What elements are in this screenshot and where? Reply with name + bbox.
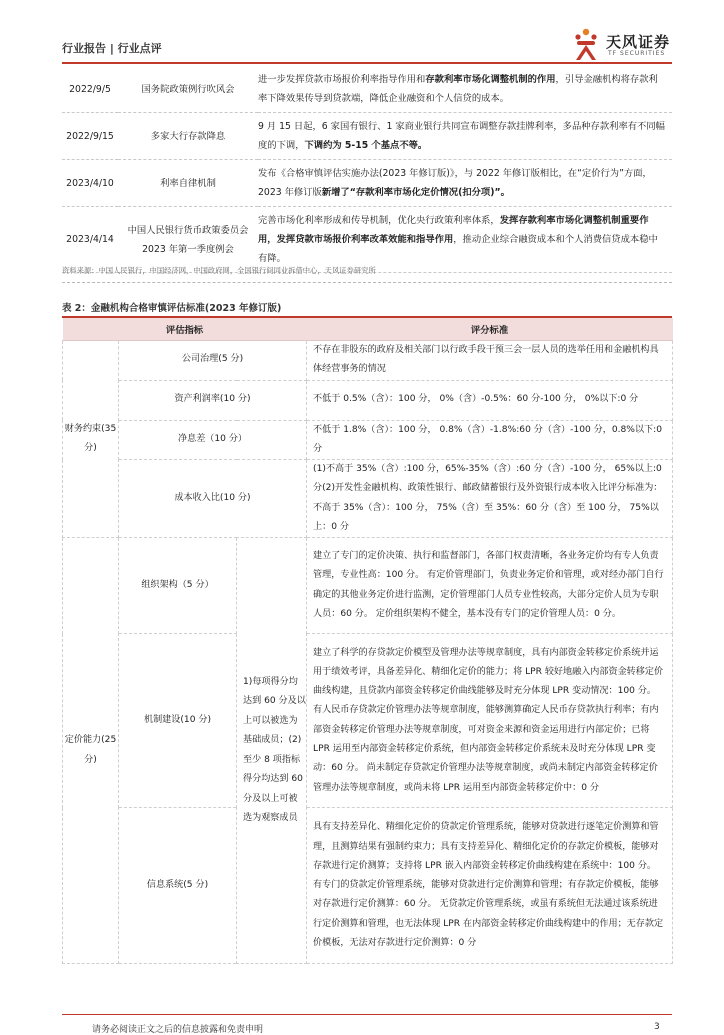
description-text: 发布《合格审慎评估实施办法(2023 年修订版)》，与 2022 年修订版相比，在“定价行为”方面，2023 年修订版 [258, 168, 652, 198]
highlight-text: 发挥存款利率市场化调整机制重要作用，发挥贷款市场报价利率改革效能和指导作用 [258, 215, 649, 245]
policy-description [258, 113, 672, 160]
policy-event: 多家大行存款降息 [118, 113, 258, 160]
policy-date: 2023/4/14 [62, 207, 118, 273]
policy-date: 2022/9/15 [62, 113, 118, 160]
source-note: 资料来源：中国人民银行，中国经济网，中国政府网，全国银行间同业拆借中心，天风证券研究所 [62, 266, 376, 275]
indicator-mechanism: 机制建设(10 分) [119, 634, 237, 808]
standard-info-system: 具有支持差异化、精细化定价的贷款定价管理系统，能够对贷款进行逐笔定价测算和管理，且测算结果有强制约束力；具有支持差异化、精细化定价的存款定价模板，能够对存款进行定价测算；支持将 LPR 嵌入内部资金转移定价曲线构建在系统中：100 分。 有专门的贷款定价管理系统，能够对贷款进行定价测算和管理；有存款定价模板，能够对存款进行定价测算：60 分。 无贷款定价管理系统，或虽有系统但无法通过该系统进行定价测算和管理，也无法体现 LPR 在内部资金转移定价曲线构建中的作用；无存款定价模板，无法对存款进行定价测算：0 分 [307, 808, 673, 964]
description-text: 完善市场化利率形成和传导机制，优化央行政策利率体系， [258, 215, 500, 226]
indicator-info-system: 信息系统(5 分) [119, 808, 237, 964]
header-standard: 评分标准 [307, 318, 673, 340]
logo-text-en: TF SECURITIES [608, 50, 666, 57]
description-text: ，引导金融机构将存款利率下降效果传导到贷款端，降低企业融资和个人信贷的成本。 [258, 74, 658, 104]
policy-date: 2023/4/10 [62, 160, 118, 207]
category-finance: 财务约束(35 分) [63, 340, 119, 538]
company-logo [568, 26, 678, 64]
table-row [62, 160, 672, 207]
indicator-cost-income: 成本收入比(10 分) [119, 460, 307, 538]
standard-roa: 不低于 0.5%（含）：100 分， 0%（含）-0.5%：60 分-100 分， 0%以下:0 分 [307, 380, 673, 420]
table-row [63, 634, 673, 808]
policy-description [258, 207, 672, 273]
table-row [62, 207, 672, 273]
table-row [63, 460, 673, 538]
description-text: ，推动企业综合融资成本和个人消费信贷成本稳中有降。 [258, 234, 658, 264]
policy-date: 2022/9/5 [62, 66, 118, 113]
policy-event: 国务院政策例行吹风会 [118, 66, 258, 113]
header-indicator: 评估指标 [63, 318, 307, 340]
policy-timeline-table [62, 66, 672, 273]
indicator-governance: 公司治理(5 分) [119, 340, 307, 380]
category-pricing: 定价能力(25 分) [63, 538, 119, 964]
policy-description [258, 66, 672, 113]
description-text: 9 月 15 日起，6 家国有银行、1 家商业银行共同宣布调整存款挂牌利率，多品种存款利率有不同幅度的下调， [258, 121, 665, 151]
header-divider [62, 62, 672, 64]
table2-caption: 表 2：金融机构合格审慎评估标准(2023 年修订版) [62, 303, 282, 314]
standard-nim: 不低于 1.8%（含）：100 分， 0.8%（含）-1.8%:60 分（含）-100 分，0.8%以下:0 分 [307, 420, 673, 460]
table-row [63, 380, 673, 420]
page-number: 3 [654, 1022, 660, 1032]
table-row [63, 340, 673, 380]
report-category: 行业报告 | 行业点评 [62, 42, 162, 55]
disclaimer-link[interactable]: 请务必阅读正文之后的信息披露和免责申明 [92, 1025, 264, 1035]
standard-organization: 建立了专门的定价决策、执行和监督部门，各部门权责清晰，各业务定价均有专人负责管理，专业性高：100 分。 有定价管理部门，负责业务定价和管理，或对经办部门自行确定的其他业务定价进行监测，定价管理部门人员专业性较高，大部分定价人员为专职人员：60 分。 定价组织架构不健全，基本没有专门的定价管理人员：0 分。 [307, 538, 673, 634]
indicator-nim: 净息差（10 分） [119, 420, 307, 460]
standard-governance: 不存在非股东的政府及相关部门以行政手段干预三会一层人员的选举任用和金融机构具体经营事务的情况 [307, 340, 673, 380]
table-row [63, 420, 673, 460]
policy-event: 中国人民银行货币政策委员会 2023 年第一季度例会 [118, 207, 258, 273]
standard-cost-income: (1)不高于 35%（含）:100 分，65%-35%（含）:60 分（含）-100 分， 65%以上:0 分(2)开发性金融机构、政策性银行、邮政储蓄银行及外资银行成本收入比评分标准为： 不高于 35%（含）：100 分， 75%（含）至 35%：60 分（含）至 100 分， 75%以上：0 分 [307, 460, 673, 538]
policy-event: 利率自律机制 [118, 160, 258, 207]
description-text: 进一步发挥贷款市场报价利率指导作用和 [258, 74, 426, 85]
table-row [63, 808, 673, 964]
highlight-text: 存款利率市场化调整机制的作用 [425, 74, 556, 85]
table-row [63, 538, 673, 634]
tf-logo-icon [568, 26, 604, 64]
highlight-text: 新增了“存款利率市场化定价情况(扣分项)”。 [321, 187, 510, 198]
highlight-text: 下调约为 5-15 个基点不等。 [304, 140, 428, 151]
policy-description [258, 160, 672, 207]
pricing-membership-note: 1)每项得分均达到 60 分及以上可以被选为基础成员；(2)至少 8 项指标得分均达到 60 分及以上可被选为观察成员 [237, 538, 307, 964]
standard-mechanism: 建立了科学的存贷款定价模型及管理办法等规章制度，具有内部资金转移定价系统并运用于绩效考评，具备差异化、精细化定价的能力；将 LPR 较好地融入内部资金转移定价曲线构建，且贷款内部资金转移定价曲线能够及时充分体现 LPR 变动情况：100 分。 有人民币存贷款定价管理办法等规章制度，能够测算确定人民币存贷款执行利率；有内部资金转移定价管理办法等规章制度，可对资金来源和资金运用进行内部定价；已将 LPR 运用至内部资金转移定价系统，但内部资金转移定价系统未及时充分体现 LPR 变动：60 分。 尚未制定存贷款定价管理办法等规章制度，或尚未制定内部资金转移定价管理办法等规章制度，或尚未将 LPR 运用至内部资金转移定价中：0 分 [307, 634, 673, 808]
logo-text-cn: 天风证券 [606, 33, 671, 51]
table-row [62, 66, 672, 113]
table-row [62, 113, 672, 160]
indicator-roa: 资产利润率(10 分) [119, 380, 307, 420]
indicator-organization: 组织架构（5 分） [119, 538, 237, 634]
section-divider [62, 282, 672, 283]
footer-divider [62, 1014, 672, 1015]
assessment-standards-table [62, 318, 673, 964]
